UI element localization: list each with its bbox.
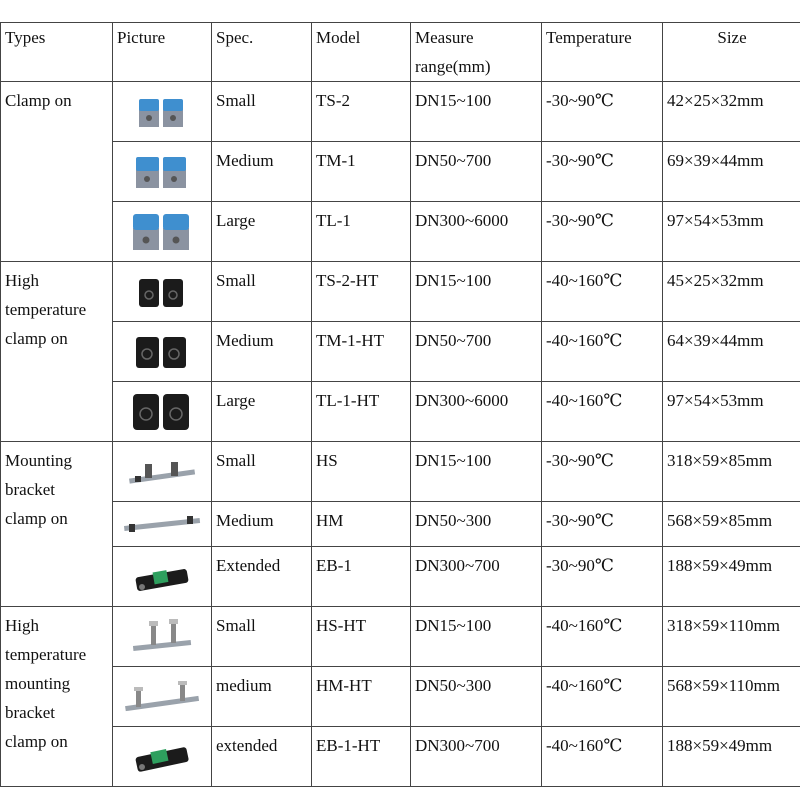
ht-rail-bracket-medium-icon bbox=[122, 677, 202, 717]
model-cell: HM-HT bbox=[312, 667, 411, 727]
ht-rail-bracket-small-icon bbox=[129, 617, 195, 657]
temperature-cell: -40~160℃ bbox=[542, 262, 663, 322]
range-cell: DN300~6000 bbox=[411, 382, 542, 442]
range-cell: DN300~700 bbox=[411, 547, 542, 607]
header-measure-range bbox=[411, 23, 542, 82]
table-row bbox=[1, 502, 800, 547]
table-row bbox=[1, 382, 800, 442]
picture-cell bbox=[113, 382, 212, 442]
model-cell: HS-HT bbox=[312, 607, 411, 667]
range-cell: DN50~700 bbox=[411, 142, 542, 202]
picture-cell bbox=[113, 547, 212, 607]
type-line: bracket bbox=[5, 703, 56, 722]
picture-cell bbox=[113, 727, 212, 787]
header-model: Model bbox=[312, 23, 411, 82]
extended-bracket-icon bbox=[130, 557, 194, 597]
table-row bbox=[1, 82, 800, 142]
black-transducer-pair-large-icon bbox=[129, 390, 195, 434]
picture-cell bbox=[113, 667, 212, 727]
size-cell: 69×39×44mm bbox=[663, 142, 800, 202]
table-row bbox=[1, 442, 800, 502]
spec-cell: Small bbox=[212, 607, 312, 667]
type-cell-high-temperature-mounting-bracket-clamp-on bbox=[1, 607, 113, 787]
table-row bbox=[1, 322, 800, 382]
model-cell: EB-1-HT bbox=[312, 727, 411, 787]
range-cell: DN15~100 bbox=[411, 262, 542, 322]
spec-cell: Medium bbox=[212, 502, 312, 547]
blue-transducer-pair-small-icon bbox=[133, 93, 191, 131]
model-cell: HS bbox=[312, 442, 411, 502]
picture-cell bbox=[113, 502, 212, 547]
header-temperature: Temperature bbox=[542, 23, 663, 82]
type-cell-high-temperature-clamp-on bbox=[1, 262, 113, 442]
spec-cell: medium bbox=[212, 667, 312, 727]
spec-cell: Small bbox=[212, 82, 312, 142]
model-cell: EB-1 bbox=[312, 547, 411, 607]
picture-cell bbox=[113, 322, 212, 382]
picture-cell bbox=[113, 82, 212, 142]
temperature-cell: -40~160℃ bbox=[542, 667, 663, 727]
spec-cell: extended bbox=[212, 727, 312, 787]
temperature-cell: -30~90℃ bbox=[542, 202, 663, 262]
type-line: Clamp on bbox=[5, 91, 72, 110]
table-row bbox=[1, 727, 800, 787]
temperature-cell: -40~160℃ bbox=[542, 322, 663, 382]
type-line: clamp on bbox=[5, 509, 68, 528]
temperature-cell: -30~90℃ bbox=[542, 547, 663, 607]
size-cell: 318×59×110mm bbox=[663, 607, 800, 667]
size-cell: 188×59×49mm bbox=[663, 547, 800, 607]
temperature-cell: -30~90℃ bbox=[542, 142, 663, 202]
temperature-cell: -30~90℃ bbox=[542, 502, 663, 547]
spec-cell: Small bbox=[212, 442, 312, 502]
size-cell: 64×39×44mm bbox=[663, 322, 800, 382]
temperature-cell: -40~160℃ bbox=[542, 727, 663, 787]
header-picture: Picture bbox=[113, 23, 212, 82]
rail-bracket-small-icon bbox=[125, 456, 199, 488]
type-line: High bbox=[5, 616, 39, 635]
type-cell-clamp-on bbox=[1, 82, 113, 262]
header-measure-line1: Measure bbox=[415, 28, 474, 47]
table-row bbox=[1, 202, 800, 262]
range-cell: DN50~300 bbox=[411, 667, 542, 727]
black-transducer-pair-medium-icon bbox=[131, 332, 193, 372]
model-cell: TM-1-HT bbox=[312, 322, 411, 382]
range-cell: DN50~300 bbox=[411, 502, 542, 547]
type-line: clamp on bbox=[5, 732, 68, 751]
size-cell: 45×25×32mm bbox=[663, 262, 800, 322]
type-line: Mounting bbox=[5, 451, 73, 470]
temperature-cell: -30~90℃ bbox=[542, 82, 663, 142]
model-cell: TS-2 bbox=[312, 82, 411, 142]
range-cell: DN15~100 bbox=[411, 82, 542, 142]
spec-cell: Medium bbox=[212, 142, 312, 202]
model-cell: TL-1 bbox=[312, 202, 411, 262]
size-cell: 318×59×85mm bbox=[663, 442, 800, 502]
model-cell: TM-1 bbox=[312, 142, 411, 202]
model-cell: TL-1-HT bbox=[312, 382, 411, 442]
type-line: temperature bbox=[5, 645, 87, 664]
temperature-cell: -30~90℃ bbox=[542, 442, 663, 502]
type-line: clamp on bbox=[5, 329, 68, 348]
model-cell: TS-2-HT bbox=[312, 262, 411, 322]
blue-transducer-pair-medium-icon bbox=[131, 152, 193, 192]
picture-cell bbox=[113, 442, 212, 502]
transducer-spec-table bbox=[0, 22, 800, 787]
type-cell-mounting-bracket-clamp-on bbox=[1, 442, 113, 607]
type-line: temperature bbox=[5, 300, 87, 319]
spec-cell: Extended bbox=[212, 547, 312, 607]
range-cell: DN15~100 bbox=[411, 607, 542, 667]
blue-transducer-pair-large-icon bbox=[129, 210, 195, 254]
size-cell: 188×59×49mm bbox=[663, 727, 800, 787]
range-cell: DN300~6000 bbox=[411, 202, 542, 262]
range-cell: DN50~700 bbox=[411, 322, 542, 382]
spec-table-wrapper bbox=[0, 22, 800, 787]
model-cell: HM bbox=[312, 502, 411, 547]
header-measure-line2: range(mm) bbox=[415, 57, 491, 76]
size-cell: 42×25×32mm bbox=[663, 82, 800, 142]
range-cell: DN15~100 bbox=[411, 442, 542, 502]
header-spec: Spec. bbox=[212, 23, 312, 82]
table-row bbox=[1, 262, 800, 322]
header-types: Types bbox=[1, 23, 113, 82]
type-line: High bbox=[5, 271, 39, 290]
black-transducer-pair-small-icon bbox=[133, 273, 191, 311]
type-line: mounting bbox=[5, 674, 71, 693]
picture-cell bbox=[113, 262, 212, 322]
picture-cell bbox=[113, 607, 212, 667]
table-row bbox=[1, 667, 800, 727]
spec-cell: Medium bbox=[212, 322, 312, 382]
header-row bbox=[1, 23, 800, 82]
table-row bbox=[1, 142, 800, 202]
range-cell: DN300~700 bbox=[411, 727, 542, 787]
rail-bracket-medium-icon bbox=[121, 510, 203, 538]
size-cell: 568×59×110mm bbox=[663, 667, 800, 727]
spec-cell: Large bbox=[212, 202, 312, 262]
spec-cell: Large bbox=[212, 382, 312, 442]
table-row bbox=[1, 607, 800, 667]
size-cell: 97×54×53mm bbox=[663, 382, 800, 442]
temperature-cell: -40~160℃ bbox=[542, 607, 663, 667]
size-cell: 97×54×53mm bbox=[663, 202, 800, 262]
type-line: bracket bbox=[5, 480, 56, 499]
ht-extended-bracket-icon bbox=[130, 736, 194, 778]
header-size: Size bbox=[663, 23, 800, 82]
spec-cell: Small bbox=[212, 262, 312, 322]
temperature-cell: -40~160℃ bbox=[542, 382, 663, 442]
picture-cell bbox=[113, 202, 212, 262]
size-cell: 568×59×85mm bbox=[663, 502, 800, 547]
picture-cell bbox=[113, 142, 212, 202]
table-row bbox=[1, 547, 800, 607]
